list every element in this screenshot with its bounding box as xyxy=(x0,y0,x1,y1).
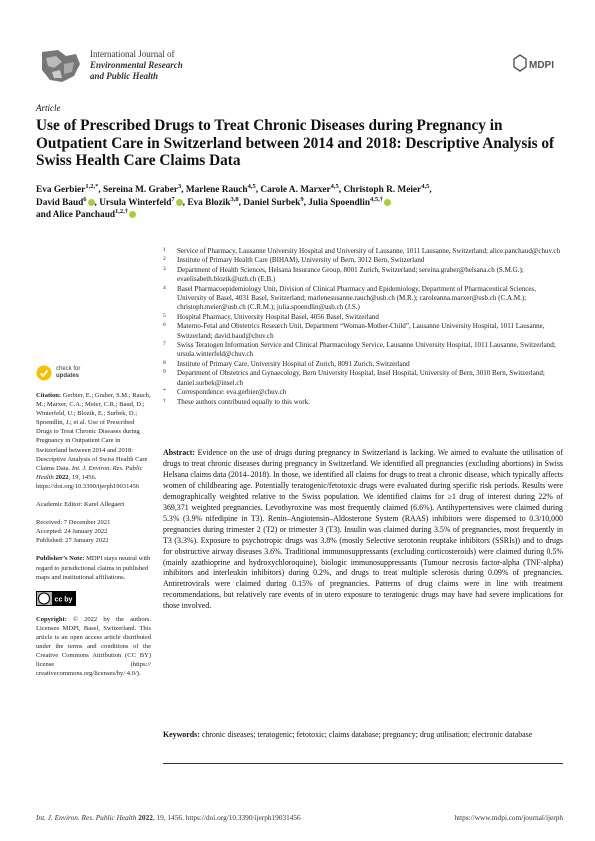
author-separator: , xyxy=(98,185,103,195)
author-affiliation-marker: 7 xyxy=(171,195,175,203)
journal-logo-icon xyxy=(36,46,84,86)
author-name: Daniel Surbek xyxy=(243,197,301,208)
affiliation-number: 6 xyxy=(163,322,166,329)
author-separator: , xyxy=(429,185,432,195)
author-affiliation-marker: 3,8 xyxy=(230,195,239,203)
affiliation-item xyxy=(163,266,563,285)
cc-by-label: cc by xyxy=(54,596,73,604)
citation-doi[interactable]: , 19, 1456. https://doi.org/10.3390/ijerph19031456 xyxy=(36,473,140,490)
publisher-note xyxy=(36,554,151,581)
author-affiliation-marker: 3 xyxy=(177,182,182,190)
author-name: Eva Gerbier xyxy=(36,185,86,195)
article-sidebar xyxy=(36,365,151,687)
author-separator: , xyxy=(255,185,261,195)
author-name: Sereina M. Graber xyxy=(102,185,178,195)
academic-editor: Academic Editor: Karel Allegaert xyxy=(36,501,125,509)
author-separator: , xyxy=(181,185,186,195)
affiliation-text: Correspondence: eva.gerbier@chuv.ch xyxy=(177,388,287,397)
author-name: Eva Blozik xyxy=(187,197,231,208)
author-affiliation-marker: 1,2,† xyxy=(115,207,129,215)
journal-name-line1: International Journal of xyxy=(90,49,175,59)
affiliation-number: 3 xyxy=(163,265,166,272)
publisher-note-text: MDPI stays neutral with regard to jurisdictional claims in published maps and institutional affiliations. xyxy=(36,555,151,581)
mdpi-logo-icon xyxy=(510,53,560,77)
author-name: Ursula Winterfeld xyxy=(99,197,172,208)
check-updates-line1: check for xyxy=(56,366,81,372)
publication-dates xyxy=(36,518,151,545)
citation-year: 2022 xyxy=(55,473,69,481)
cc-by-license-icon[interactable] xyxy=(36,591,76,606)
author-separator: , xyxy=(94,197,100,208)
copyright-block xyxy=(36,615,151,679)
author-affiliation-marker: 4,5 xyxy=(247,182,256,190)
affiliation-text: Institute of Primary Health Care (BIHAM), University of Bern, 3012 Bern, Switzerland xyxy=(177,256,425,265)
copyright-text: © 2022 by the authors. Licensee MDPI, Basel, Switzerland. This article is an open access article distributed under the terms and conditions of the Creative Commons Attribution (CC BY) license (https:// creativecommons.org/licenses/by/ 4.0/). xyxy=(36,615,151,678)
author-affiliation-marker: 9 xyxy=(300,195,304,203)
affiliation-item xyxy=(163,256,563,265)
footer-journal-link[interactable]: https://www.mdpi.com/journal/ijerph xyxy=(454,813,563,822)
author-separator: , xyxy=(303,197,309,208)
page-title: Use of Prescribed Drugs to Treat Chronic Diseases during Pregnancy in Outpatient Care in Switzerland between 2014 and 2018: Descriptive Analysis of Swiss Health Care Claims Data xyxy=(36,117,555,169)
orcid-icon[interactable] xyxy=(176,199,183,206)
check-updates-icon xyxy=(36,365,52,381)
author-affiliation-marker: 4,5,† xyxy=(370,195,384,203)
affiliation-text: Basel Pharmacoepidemiology Unit, Division of Clinical Pharmacy and Epidemiology, Department of Pharmaceutical Sciences, University of Basel, 4031 Basel, Switzerland; marlenesusanne.rauch@usb.ch (M.R.); caroleanna.marxer@usb.ch (C.A.M.); christoph.meier@usb.ch (C.R.M.); julia.spoendlin@usb.ch (J.S.) xyxy=(177,284,537,312)
keywords xyxy=(163,730,563,741)
publisher-name: MDPI xyxy=(529,60,554,71)
author-name: and Alice Panchaud xyxy=(36,210,116,220)
footer-year: 2022 xyxy=(138,813,153,822)
received-date: Received: 7 December 2021 xyxy=(36,519,111,527)
publisher-note-label: Publisher’s Note: xyxy=(36,555,85,563)
affiliation-text: Institute of Primary Care, University Hospital of Zurich, 8091 Zurich, Switzerland xyxy=(177,359,410,368)
affiliation-text: Hospital Pharmacy, University Hospital Basel, 4056 Basel, Switzerland xyxy=(177,312,379,321)
affiliation-text: Swiss Teratogen Information Service and Clinical Pharmacology Service, Lausanne University Hospital, 1011 Lausanne, Switzerland; ursula.winterfeld@chuv.ch xyxy=(177,341,556,359)
check-updates-line2: updates xyxy=(56,373,80,379)
orcid-icon[interactable] xyxy=(129,211,136,218)
orcid-icon[interactable] xyxy=(384,199,391,206)
affiliation-item xyxy=(163,247,563,256)
author-name: David Baud xyxy=(36,197,84,208)
accepted-date: Accepted: 24 January 2022 xyxy=(36,528,108,536)
abstract-label: Abstract: xyxy=(163,448,195,457)
affiliation-number: 7 xyxy=(163,341,166,348)
author-separator: , xyxy=(338,185,344,195)
affiliation-text: Department of Health Sciences, Helsana Insurance Group, 8001 Zurich, Switzerland; sereina.graber@helsana.ch (S.M.G.); evaelisabeth.blozik@uzh.ch (E.B.) xyxy=(177,265,524,284)
published-date: Published: 27 January 2022 xyxy=(36,537,109,545)
author-name: Marlene Rauch xyxy=(185,185,248,195)
affiliation-item xyxy=(163,341,563,360)
keywords-text: chronic diseases; teratogenic; fetotoxic; claims database; pregnancy; drug utilisation; electronic database xyxy=(201,730,533,739)
affiliation-text: Materno-Fetal and Obstetrics Research Unit, Department “Woman-Mother-Child”, Lausanne University Hospital, 1011 Lausanne, Switzerland; david.baud@chuv.ch xyxy=(177,322,545,340)
citation-text: Gerbier, E.; Graber, S.M.; Rauch, M.; Marxer, C.A.; Meier, C.R.; Baud, D.; Winterfeld, U.; Blozik, E.; Surbek, D.; Spoendlin, J.; et al. Use of Prescribed Drugs to Treat Chronic Diseases during Pregnancy in Outpatient Care in Switzerland between 2014 and 2018: Descriptive Analysis of Swiss Health Care Claims Data. xyxy=(36,392,151,472)
page-footer xyxy=(36,813,563,822)
journal-name xyxy=(90,49,183,82)
affiliation-text: Department of Obstetrics and Gynaecology, Bern University Hospital, Insel Hospital, University of Bern, 3010 Bern, Switzerland; daniel.surbek@insel.ch xyxy=(177,369,545,387)
author-affiliation-marker: 4,5 xyxy=(421,182,430,190)
abstract xyxy=(163,448,563,612)
affiliation-number: 8 xyxy=(163,359,166,366)
affiliation-number: 9 xyxy=(163,369,166,376)
affiliation-item xyxy=(163,360,563,369)
citation-journal: Int. J. Environ. Res. Public Health xyxy=(36,464,143,481)
section-divider xyxy=(163,763,563,764)
affiliation-item xyxy=(163,369,563,388)
orcid-icon[interactable] xyxy=(88,199,95,206)
author-name: Christoph R. Meier xyxy=(343,185,422,195)
author-separator: , xyxy=(182,197,188,208)
affiliation-number: * xyxy=(163,388,166,395)
affiliation-list xyxy=(163,247,563,407)
affiliation-number: 4 xyxy=(163,284,166,291)
check-for-updates-button[interactable] xyxy=(36,365,151,381)
copyright-label: Copyright: xyxy=(36,615,67,623)
affiliation-number: 1 xyxy=(163,247,166,253)
author-separator: , xyxy=(238,197,244,208)
affiliation-item xyxy=(163,285,563,313)
author-name: Julia Spoendlin xyxy=(308,197,371,208)
affiliation-number: 5 xyxy=(163,312,166,319)
article-type: Article xyxy=(36,103,61,113)
journal-name-line2: Environmental Research xyxy=(90,60,183,70)
affiliation-item xyxy=(163,398,563,407)
affiliation-item xyxy=(163,322,563,341)
author-affiliation-marker: 4,5 xyxy=(330,182,339,190)
affiliation-number: 2 xyxy=(163,256,166,263)
journal-name-line3: and Public Health xyxy=(90,71,159,81)
affiliation-item xyxy=(163,388,563,397)
abstract-text: Evidence on the use of drugs during pregnancy in Switzerland is lacking. We aimed to evaluate the utilisation of drugs to treat chronic diseases during pregnancy in Switzerland. We identified all pregnancies (excluding abortions) in Swiss Helsana claims data (2014–2018). In those, we identified all claims for drugs to treat a chronic disease, which typically affects women of childbearing age. Potentially teratogenic/fetotoxic drugs were evaluated during specific risk periods. Results were demographically weighted relative to the Swiss population. We identified claims for ≥1 drug of interest during 22% of 369,371 weighted pregnancies. Levothyroxine was most frequently claimed (6.6%). Antihypertensives were claimed during 5.3% (3.9% nifedipine in T3). Renin–Angiotensin–Aldosterone System (RAAS) inhibitors were dispensed to 0.3/10,000 pregnancies during trimester 2 (T2) or trimester 3 (T3). Insulin was claimed during 3.5% of pregnancies, most frequently in T3 (3.3%). Exposure to psychotropic drugs was 3.8% (mostly Selective serotonin reuptake inhibitors (SSRIs)) and to drugs for obstructive airway diseases 3.6%. Traditional immunosuppressants (excluding corticosteroids) were claimed during 0.5% (mainly azathioprine and hydroxychloroquine), biologic immunosuppressants (Tumour necrosis factor-alpha (TNF-alpha) inhibitors and interleukin inhibitors) during 0.2%, and drugs to treat multiple sclerosis during 0.09% of pregnancies. Antiretrovirals were claimed during 0.15% of pregnancies. Patterns of drug claims were in line with treatment recommendations, but relatively rare events of in utero exposure to teratogenic drugs may have had severe implications for those involved. xyxy=(163,448,563,611)
affiliation-text: Service of Pharmacy, Lausanne University Hospital and University of Lausanne, 1011 Lausanne, Switzerland; alice.panchaud@chuv.ch xyxy=(177,247,560,255)
citation-label: Citation: xyxy=(36,392,62,399)
author-affiliation-marker: 1,2,* xyxy=(85,182,99,190)
footer-journal: Int. J. Environ. Res. Public Health xyxy=(36,813,137,822)
keywords-label: Keywords: xyxy=(163,730,200,739)
author-list xyxy=(36,184,566,222)
author-name: Carole A. Marxer xyxy=(260,185,331,195)
affiliation-item xyxy=(163,313,563,322)
affiliation-number: † xyxy=(163,397,166,404)
author-affiliation-marker: 6 xyxy=(83,195,87,203)
citation-block xyxy=(36,391,151,491)
affiliation-text: These authors contributed equally to this work. xyxy=(177,397,310,406)
footer-doi[interactable]: , 19, 1456. https://doi.org/10.3390/ijerph19031456 xyxy=(152,813,301,822)
footer-citation xyxy=(36,813,301,822)
